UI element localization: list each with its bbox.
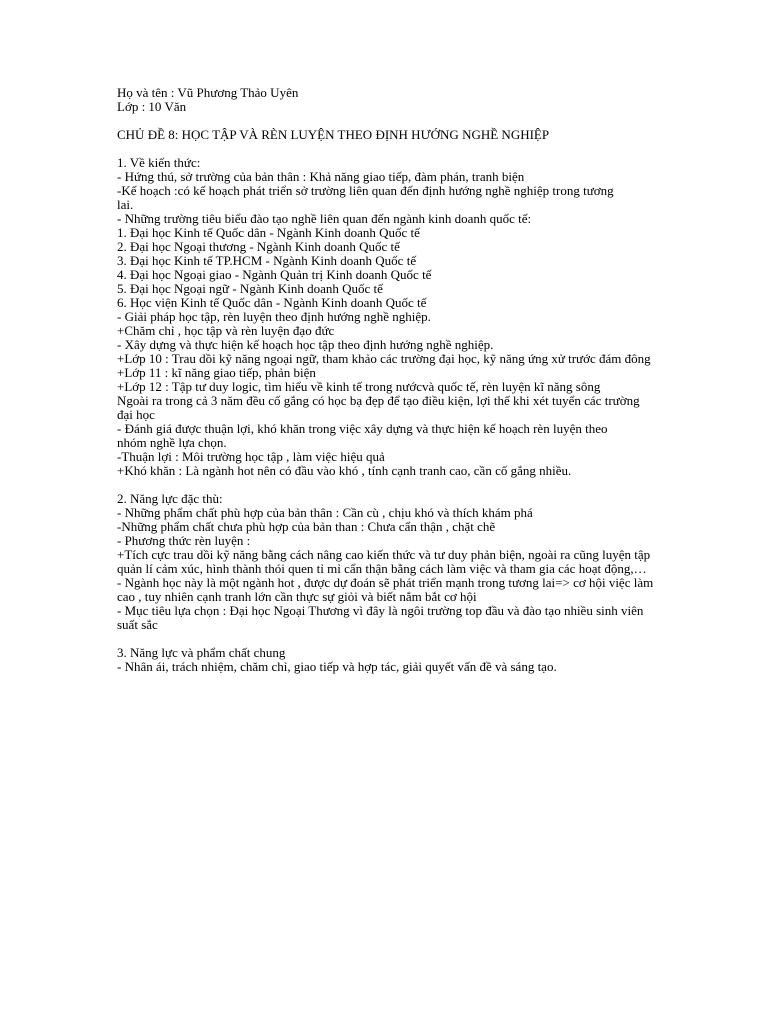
section-knowledge — [117, 156, 662, 478]
text-line: - Những trường tiêu biểu đào tạo nghề liên quan đến ngành kinh doanh quốc tế: — [117, 211, 532, 226]
spacer — [117, 632, 662, 646]
text-line: suất sắc — [117, 617, 158, 632]
list-item: 5. Đại học Ngoại ngữ - Ngành Kinh doanh Quốc tế — [117, 281, 383, 296]
text-line: - Hứng thú, sở trường của bản thân : Khả năng giao tiếp, đàm phán, tranh biện — [117, 169, 525, 184]
text-line: - Đánh giá được thuận lợi, khó khăn trong việc xây dựng và thực hiện kế hoạch rèn luyện theo — [117, 421, 608, 436]
list-item: 4. Đại học Ngoại giao - Ngành Quản trị Kinh doanh Quốc tế — [117, 267, 432, 282]
text-line: +Lớp 12 : Tập tư duy logic, tìm hiểu về kinh tế trong nướcvà quốc tế, rèn luyện kĩ năng sông — [117, 379, 601, 394]
section-heading: 1. Về kiến thức: — [117, 155, 201, 170]
list-item: 3. Đại học Kinh tế TP.HCM - Ngành Kinh doanh Quốc tế — [117, 253, 417, 268]
text-line: - Xây dựng và thực hiện kế hoạch học tập theo định hướng nghề nghiệp. — [117, 337, 494, 352]
text-line: +Lớp 10 : Trau dồi kỹ năng ngoại ngữ, tham khảo các trường đại học, kỹ năng ứng xử trước đám đông — [117, 351, 651, 366]
text-line: nhóm nghề lựa chọn. — [117, 435, 227, 450]
document-page — [117, 86, 662, 674]
section-heading: 2. Năng lực đặc thù: — [117, 491, 223, 506]
spacer — [117, 114, 662, 128]
text-line: lai. — [117, 197, 134, 212]
text-line: -Thuận lợi : Môi trường học tập , làm việc hiệu quả — [117, 449, 385, 464]
text-line: - Phương thức rèn luyện : — [117, 533, 251, 548]
text-line: +Khó khăn : Là ngành hot nên có đầu vào khó , tính cạnh tranh cao, cần cố gắng nhiều. — [117, 463, 572, 478]
student-class-line: Lớp : 10 Văn — [117, 99, 187, 114]
list-item: 6. Học viện Kinh tế Quốc dân - Ngành Kinh doanh Quốc tế — [117, 295, 427, 310]
list-item: 2. Đại học Ngoại thương - Ngành Kinh doanh Quốc tế — [117, 239, 400, 254]
section-heading: 3. Năng lực và phẩm chất chung — [117, 645, 286, 660]
section-specific-abilities — [117, 492, 662, 632]
text-line: - Nhân ái, trách nhiệm, chăm chỉ, giao tiếp và hợp tác, giải quyết vấn đề và sáng tạo. — [117, 659, 557, 674]
text-line: - Ngành học này là một ngành hot , được dự đoán sẽ phát triển mạnh trong tương lai=> cơ hội việc làm — [117, 575, 654, 590]
text-line: quản lí cảm xúc, hình thành thói quen tỉ mỉ cẩn thận bằng cách làm việc và tham gia các hoạt động,… — [117, 561, 647, 576]
text-line: +Tích cực trau dồi kỹ năng bằng cách nâng cao kiến thức và tư duy phản biện, ngoài ra cũng luyện tập — [117, 547, 651, 562]
topic-title: CHỦ ĐỀ 8: HỌC TẬP VÀ RÈN LUYỆN THEO ĐỊNH HƯỚNG NGHỀ NGHIỆP — [117, 127, 550, 142]
text-line: +Lớp 11 : kĩ năng giao tiếp, phản biện — [117, 365, 316, 380]
section-general-abilities — [117, 646, 662, 674]
text-line: - Những phẩm chất phù hợp của bản thân : Cần cù , chịu khó và thích khám phá — [117, 505, 533, 520]
text-line: -Kế hoạch :có kế hoạch phát triển sở trường liên quan đến định hướng nghề nghiệp trong tương — [117, 183, 614, 198]
student-name-line: Họ và tên : Vũ Phương Thảo Uyên — [117, 85, 299, 100]
text-line: Ngoài ra trong cả 3 năm đều cố gắng có học bạ đẹp để tạo điều kiện, lợi thế khi xét tuyển các trường — [117, 393, 640, 408]
spacer — [117, 478, 662, 492]
text-line: - Giải pháp học tập, rèn luyện theo định hướng nghề nghiệp. — [117, 309, 431, 324]
text-line: cao , tuy nhiên cạnh tranh lớn cần thực sự giỏi và biết nắm bắt cơ hội — [117, 589, 477, 604]
text-line: -Những phẩm chất chưa phù hợp của bản than : Chưa cẩn thận , chặt chẽ — [117, 519, 496, 534]
text-line: đại học — [117, 407, 155, 422]
text-line: +Chăm chỉ , học tập và rèn luyện đạo đức — [117, 323, 335, 338]
text-line: - Mục tiêu lựa chọn : Đại học Ngoại Thương vì đây là ngôi trường top đầu và đào tạo nhiều sinh viên — [117, 603, 644, 618]
list-item: 1. Đại học Kinh tế Quốc dân - Ngành Kinh doanh Quốc tế — [117, 225, 420, 240]
spacer — [117, 142, 662, 156]
